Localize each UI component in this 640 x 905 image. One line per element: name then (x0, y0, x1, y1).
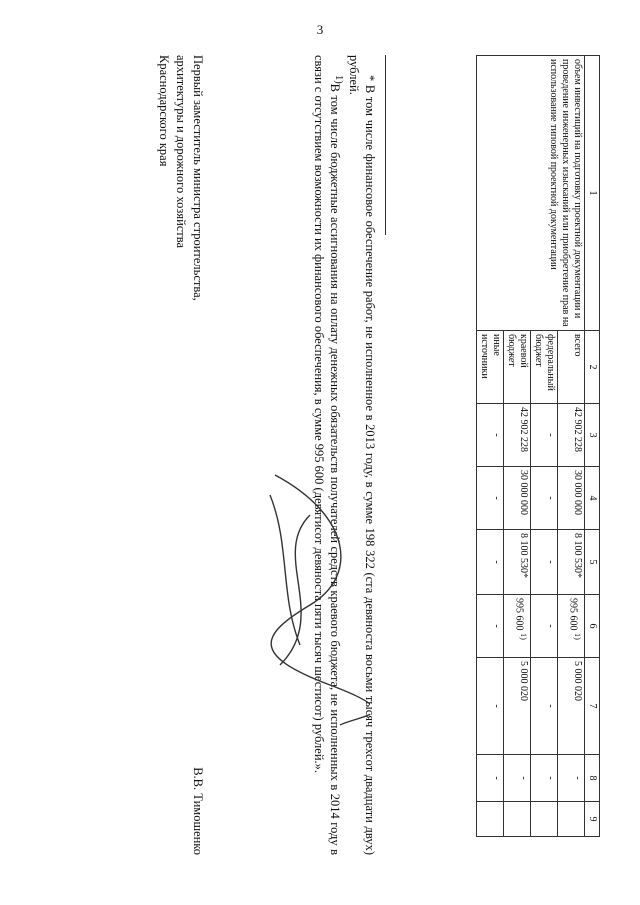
value-cell: 42 902 228 (504, 404, 531, 467)
value-cell: 8 100 530* (558, 530, 585, 595)
page-number: 3 (316, 22, 324, 37)
value-cell: - (477, 530, 504, 595)
row-label-cell: объем инвестиций на подготовку проектной документации и проведение инженерных изысканий или приобретение прав на использование типовой проектной документации (477, 56, 585, 331)
signature-block (155, 55, 206, 855)
footnote-divider (385, 55, 386, 235)
footnote-mark: 1) (333, 75, 344, 84)
header-cell: 2 (585, 331, 600, 404)
financing-table (476, 55, 600, 837)
value-cell: - (558, 755, 585, 802)
value-cell: - (531, 530, 558, 595)
header-cell: 4 (585, 467, 600, 530)
header-cell: 6 (585, 595, 600, 658)
value-cell: - (477, 404, 504, 467)
value-cell: 5 000 020 (504, 658, 531, 755)
signatory-position-3: Краснодарского края (157, 55, 171, 167)
table-header-row (585, 56, 600, 837)
source-cell: федеральный бюджет (531, 331, 558, 404)
footnote-mark: 1) (519, 633, 528, 640)
header-cell: 8 (585, 755, 600, 802)
value-cell: - (531, 755, 558, 802)
signatory-position-1: Первый заместитель министра строительства, (191, 55, 205, 301)
source-cell: иные источники (477, 331, 504, 404)
value-cell: - (531, 467, 558, 530)
value-cell (504, 802, 531, 837)
table-row (558, 56, 585, 837)
value-cell (558, 595, 585, 658)
value-cell: - (531, 595, 558, 658)
value-cell (531, 802, 558, 837)
rotated-content (70, 55, 600, 865)
header-cell: 9 (585, 802, 600, 837)
value-text: 995 600 (567, 598, 579, 631)
signatory-position-2: архитектуры и дорожного хозяйства (174, 55, 188, 249)
value-cell: - (531, 404, 558, 467)
value-cell: - (504, 755, 531, 802)
value-cell: 5 000 020 (558, 658, 585, 755)
value-cell: 8 100 530* (504, 530, 531, 595)
value-text: 995 600 (513, 598, 525, 631)
value-cell: 42 902 228 (558, 404, 585, 467)
header-cell: 1 (585, 56, 600, 331)
header-cell: 5 (585, 530, 600, 595)
handwritten-signature (240, 455, 370, 735)
signatory-name: В.В. Тимошенко (191, 767, 205, 855)
footnote-2-text: В том числе бюджетные ассигнования на оплату денежных обязательств получателей средств краевого бюджета, не исполненных в 2014 году в связи с отсутствием возможности их финансового обеспечения, в сумме 995 600 (девятисот девяноста пяти тысяч шестисот) рублей.». (311, 55, 342, 855)
source-cell: всего (558, 331, 585, 404)
header-cell: 3 (585, 404, 600, 467)
value-cell (477, 802, 504, 837)
value-cell: 30 000 000 (504, 467, 531, 530)
value-cell (558, 802, 585, 837)
value-cell: - (477, 658, 504, 755)
value-cell (504, 595, 531, 658)
footnote-1: * В том числе финансовое обеспечение работ, не исполненное в 2013 году, в сумме 198 322 (ста девяноста восьми тысяч трехсот двадцати двух) рублей. (347, 55, 377, 855)
value-cell: - (477, 595, 504, 658)
value-cell: - (477, 755, 504, 802)
value-cell: 30 000 000 (558, 467, 585, 530)
footnote-mark: 1) (573, 633, 582, 640)
header-cell: 7 (585, 658, 600, 755)
value-cell: - (531, 658, 558, 755)
value-cell: - (477, 467, 504, 530)
source-cell: краевой бюджет (504, 331, 531, 404)
